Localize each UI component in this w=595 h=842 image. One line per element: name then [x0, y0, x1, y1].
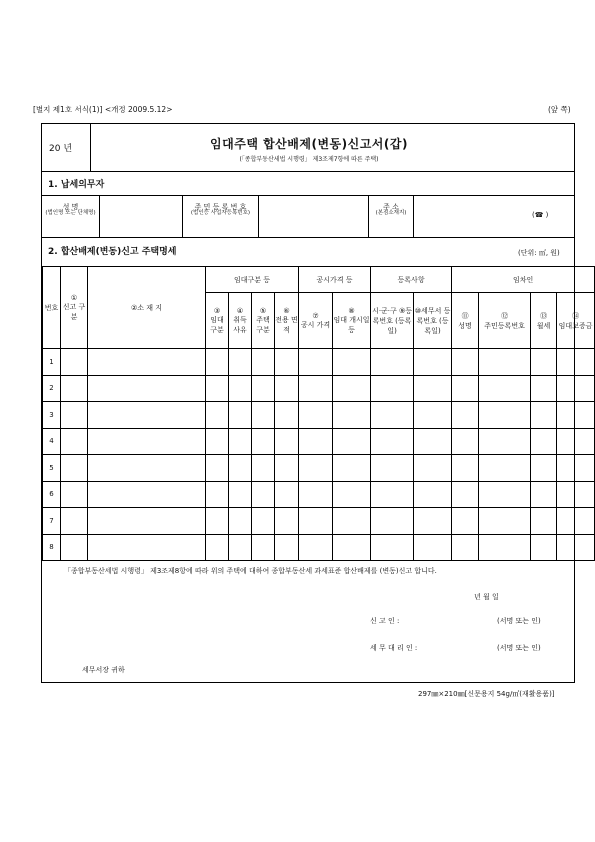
table-row — [43, 455, 595, 482]
table-cell[interactable] — [275, 534, 299, 561]
col-deposit: ⑭ 임대보증금 — [557, 293, 595, 349]
table-cell[interactable] — [252, 534, 275, 561]
table-cell[interactable] — [61, 534, 88, 561]
group-rental-type: 임대구분 등 — [206, 267, 299, 293]
table-cell[interactable] — [371, 508, 414, 535]
table-cell[interactable] — [479, 349, 531, 376]
address-label: 주 소 (본점소재지) — [375, 203, 407, 217]
table-cell[interactable] — [414, 508, 452, 535]
table-cell[interactable] — [61, 508, 88, 535]
table-cell[interactable] — [557, 534, 595, 561]
table-cell[interactable] — [531, 455, 557, 482]
table-row — [43, 402, 595, 429]
table-cell[interactable] — [275, 481, 299, 508]
table-cell[interactable] — [479, 455, 531, 482]
table-cell[interactable] — [333, 508, 371, 535]
table-cell[interactable] — [206, 508, 229, 535]
table-cell[interactable] — [229, 349, 252, 376]
table-cell[interactable] — [229, 428, 252, 455]
table-cell[interactable] — [299, 428, 333, 455]
table-cell[interactable] — [88, 455, 206, 482]
table-cell[interactable] — [275, 349, 299, 376]
table-cell[interactable] — [531, 349, 557, 376]
table-cell[interactable] — [88, 534, 206, 561]
table-cell[interactable] — [61, 455, 88, 482]
table-cell[interactable] — [88, 375, 206, 402]
col-tenant-name: ⑪ 성명 — [452, 293, 479, 349]
table-cell[interactable] — [531, 508, 557, 535]
table-cell[interactable] — [479, 481, 531, 508]
table-row — [43, 375, 595, 402]
form-reference: [별지 제1호 서식(1)] <개정 2009.5.12> — [33, 105, 173, 114]
table-cell[interactable] — [61, 375, 88, 402]
table-cell[interactable] — [333, 375, 371, 402]
group-public-price: 공시가격 등 — [299, 267, 371, 293]
table-cell[interactable] — [452, 455, 479, 482]
table-cell[interactable] — [206, 402, 229, 429]
table-cell[interactable] — [275, 508, 299, 535]
table-cell[interactable] — [333, 455, 371, 482]
section-taxpayer-title: 1. 납세의무자 — [48, 180, 105, 190]
table-cell[interactable] — [333, 534, 371, 561]
table-cell[interactable] — [414, 402, 452, 429]
table-cell[interactable] — [333, 349, 371, 376]
table-cell[interactable] — [479, 375, 531, 402]
table-cell[interactable] — [206, 349, 229, 376]
row-number: 5 — [43, 455, 61, 482]
side-label: (앞 쪽) — [548, 105, 571, 114]
table-cell[interactable] — [452, 402, 479, 429]
row-number: 4 — [43, 428, 61, 455]
table-cell[interactable] — [206, 428, 229, 455]
table-cell[interactable] — [479, 402, 531, 429]
col-number: 번호 — [43, 267, 61, 349]
page-subtitle: (「종합부동산세법 시행령」 제3조제7항에 따른 주택) — [239, 156, 379, 163]
table-cell[interactable] — [414, 481, 452, 508]
table-cell[interactable] — [333, 428, 371, 455]
col-rental-start: ⑧ 임대 개시일등 — [333, 293, 371, 349]
housing-table — [42, 266, 595, 561]
table-cell[interactable] — [557, 402, 595, 429]
declarant-signature[interactable]: (서명 또는 인) — [497, 617, 541, 625]
row-number: 7 — [43, 508, 61, 535]
agent-signature[interactable]: (서명 또는 인) — [497, 644, 541, 652]
table-cell[interactable] — [299, 455, 333, 482]
table-cell[interactable] — [414, 534, 452, 561]
table-cell[interactable] — [557, 481, 595, 508]
table-cell[interactable] — [452, 508, 479, 535]
table-cell[interactable] — [252, 375, 275, 402]
section-housing-title: 2. 합산배제(변동)신고 주택명세 — [48, 247, 177, 257]
table-cell[interactable] — [452, 349, 479, 376]
row-number: 3 — [43, 402, 61, 429]
table-cell[interactable] — [229, 481, 252, 508]
table-cell[interactable] — [229, 375, 252, 402]
phone-label: (☎ ) — [532, 211, 549, 219]
col-tenant-id: ⑫ 주민등록번호 — [479, 293, 531, 349]
table-cell[interactable] — [557, 428, 595, 455]
table-cell[interactable] — [557, 508, 595, 535]
table-cell[interactable] — [61, 402, 88, 429]
col-acquisition-reason: ④ 취득 사유 — [229, 293, 252, 349]
year-label: 20 년 — [49, 144, 73, 154]
col-rental-type: ③ 임대 구분 — [206, 293, 229, 349]
table-cell[interactable] — [299, 481, 333, 508]
table-cell[interactable] — [557, 349, 595, 376]
unit-label: (단위: ㎡, 원) — [518, 249, 560, 257]
table-cell[interactable] — [414, 455, 452, 482]
table-cell[interactable] — [275, 455, 299, 482]
addressee: 세무서장 귀하 — [82, 666, 125, 674]
table-cell[interactable] — [371, 534, 414, 561]
table-cell[interactable] — [531, 481, 557, 508]
table-cell[interactable] — [479, 428, 531, 455]
table-row — [43, 481, 595, 508]
table-cell[interactable] — [557, 455, 595, 482]
table-cell[interactable] — [371, 375, 414, 402]
table-cell[interactable] — [333, 481, 371, 508]
table-cell[interactable] — [299, 349, 333, 376]
table-cell[interactable] — [206, 481, 229, 508]
col-taxoffice-registration: ⑩세무서 등록번호 (등록일) — [414, 293, 452, 349]
group-registration: 등록사항 — [371, 267, 452, 293]
paper-spec: 297㎜×210㎜[신문용지 54g/㎡(재활용품)] — [418, 690, 555, 698]
table-cell[interactable] — [531, 534, 557, 561]
table-cell[interactable] — [61, 428, 88, 455]
table-cell[interactable] — [229, 402, 252, 429]
page-title: 임대주택 합산배제(변동)신고서(갑) — [210, 137, 408, 151]
col-public-price: ⑦ 공시 가격 — [299, 293, 333, 349]
form-body — [41, 123, 593, 683]
table-cell[interactable] — [229, 508, 252, 535]
table-cell[interactable] — [371, 402, 414, 429]
table-cell[interactable] — [531, 428, 557, 455]
col-exclusive-area: ⑥ 전용 면적 — [275, 293, 299, 349]
table-cell[interactable] — [252, 349, 275, 376]
table-cell[interactable] — [531, 375, 557, 402]
table-cell[interactable] — [88, 508, 206, 535]
table-cell[interactable] — [452, 534, 479, 561]
table-row — [43, 534, 595, 561]
table-cell[interactable] — [252, 508, 275, 535]
table-cell[interactable] — [414, 428, 452, 455]
table-cell[interactable] — [275, 428, 299, 455]
date-line[interactable]: 년 월 일 — [474, 593, 499, 601]
table-cell[interactable] — [206, 455, 229, 482]
table-cell[interactable] — [88, 481, 206, 508]
table-cell[interactable] — [229, 534, 252, 561]
table-cell[interactable] — [371, 428, 414, 455]
declarant-label: 신 고 인 : — [370, 617, 400, 625]
name-field[interactable] — [100, 196, 182, 236]
table-cell[interactable] — [414, 349, 452, 376]
table-cell[interactable] — [252, 428, 275, 455]
table-cell[interactable] — [479, 508, 531, 535]
table-cell[interactable] — [88, 428, 206, 455]
table-cell[interactable] — [371, 481, 414, 508]
address-field[interactable] — [414, 196, 574, 236]
col-housing-type: ⑤ 주택 구분 — [252, 293, 275, 349]
table-cell[interactable] — [452, 428, 479, 455]
table-cell[interactable] — [275, 375, 299, 402]
table-cell[interactable] — [531, 402, 557, 429]
table-cell[interactable] — [252, 402, 275, 429]
table-row — [43, 508, 595, 535]
group-tenant: 임차인 — [452, 267, 595, 293]
table-cell[interactable] — [88, 349, 206, 376]
table-cell[interactable] — [479, 534, 531, 561]
row-number: 6 — [43, 481, 61, 508]
table-cell[interactable] — [229, 455, 252, 482]
table-cell[interactable] — [61, 349, 88, 376]
table-cell[interactable] — [452, 481, 479, 508]
table-cell[interactable] — [252, 481, 275, 508]
table-cell[interactable] — [299, 375, 333, 402]
table-cell[interactable] — [371, 455, 414, 482]
table-cell[interactable] — [371, 349, 414, 376]
table-cell[interactable] — [206, 375, 229, 402]
col-report-type: ① 신고 구분 — [61, 267, 88, 349]
table-cell[interactable] — [275, 402, 299, 429]
table-row — [43, 428, 595, 455]
row-number: 1 — [43, 349, 61, 376]
id-label: 주 민 등 록 번 호 (법인등 사업자등록번호) — [190, 203, 251, 217]
table-cell[interactable] — [557, 375, 595, 402]
table-row — [43, 349, 595, 376]
row-number: 8 — [43, 534, 61, 561]
id-field[interactable] — [259, 196, 367, 236]
table-cell[interactable] — [299, 534, 333, 561]
table-cell[interactable] — [252, 455, 275, 482]
table-cell[interactable] — [414, 375, 452, 402]
agent-label: 세 무 대 리 인 : — [370, 644, 418, 652]
row-number: 2 — [43, 375, 61, 402]
col-monthly-rent: ⑬ 월세 — [531, 293, 557, 349]
table-cell[interactable] — [88, 402, 206, 429]
table-cell[interactable] — [206, 534, 229, 561]
table-cell[interactable] — [61, 481, 88, 508]
table-cell[interactable] — [452, 375, 479, 402]
declaration-text: 「종합부동산세법 시행령」 제3조제8항에 따라 위의 주택에 대하여 종합부동산세 과세표준 합산배제를 (변동)신고 합니다. — [64, 567, 437, 575]
col-municipal-registration: 시·군·구 ⑨등록번호 (등록일) — [371, 293, 414, 349]
name-label: 성 명 (법인명 또는 단체명) — [45, 203, 96, 217]
table-cell[interactable] — [299, 508, 333, 535]
col-location: ②소 재 지 — [88, 267, 206, 349]
table-cell[interactable] — [299, 402, 333, 429]
table-cell[interactable] — [333, 402, 371, 429]
